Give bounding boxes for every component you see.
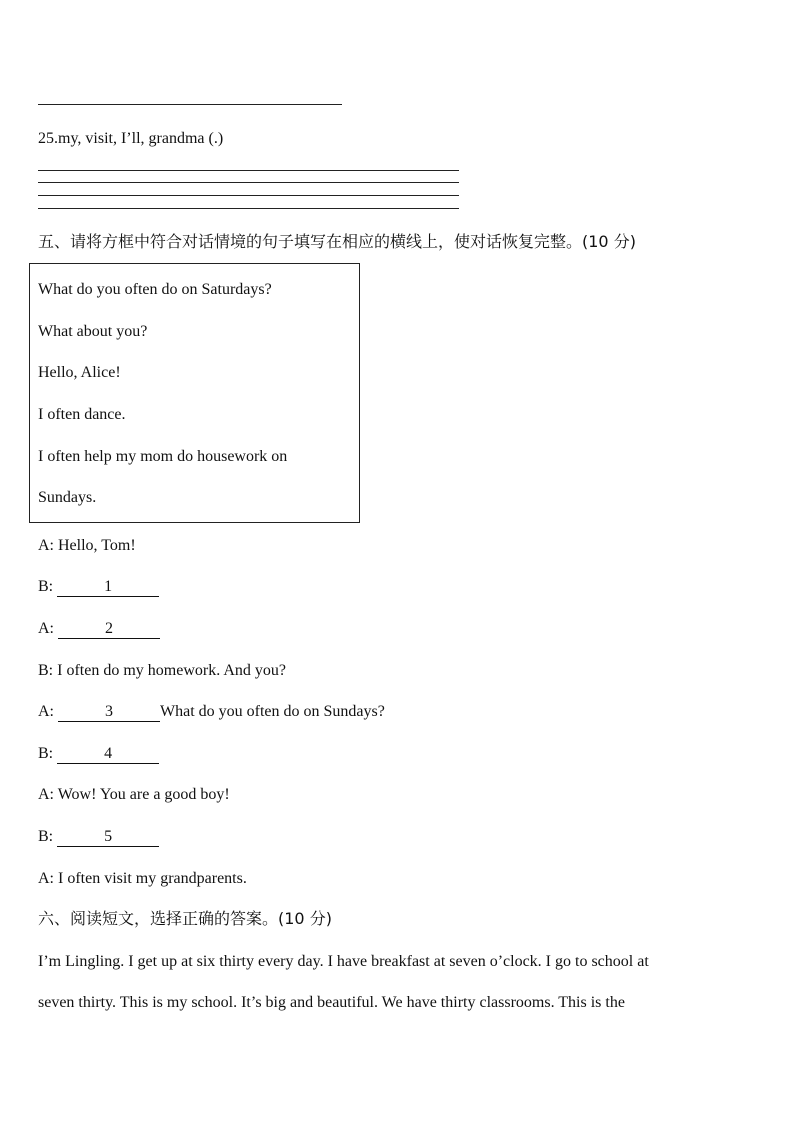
speaker-label: A: bbox=[38, 703, 54, 720]
options-box bbox=[29, 263, 360, 523]
reading-passage-line-1: I’m Lingling. I get up at six thirty every day. I have breakfast at seven o’clock. I go to school at bbox=[38, 953, 649, 970]
option-3: Hello, Alice! bbox=[38, 364, 121, 381]
speaker-label: B: bbox=[38, 745, 54, 762]
speaker-label: A: bbox=[38, 620, 54, 637]
speaker-label: B: bbox=[38, 828, 54, 845]
dialogue-line-1 bbox=[38, 536, 136, 556]
answer-line-q25-3 bbox=[38, 195, 459, 196]
option-4: I often dance. bbox=[38, 406, 126, 423]
speaker-label: A: bbox=[38, 870, 54, 887]
speaker-label: B: bbox=[38, 578, 54, 595]
speaker-label: A: bbox=[38, 786, 54, 803]
blank-5[interactable]: 5 bbox=[57, 828, 159, 847]
dialogue-line-4 bbox=[38, 661, 286, 681]
dialogue-line-2 bbox=[38, 577, 159, 597]
option-1: What do you often do on Saturdays? bbox=[38, 281, 272, 298]
blank-4[interactable]: 4 bbox=[57, 745, 159, 764]
blank-2[interactable]: 2 bbox=[58, 620, 160, 639]
speaker-label: B: bbox=[38, 662, 54, 679]
section-5-heading: 五、请将方框中符合对话情境的句子填写在相应的横线上，使对话恢复完整。(10 分) bbox=[38, 232, 636, 251]
dialogue-line-5 bbox=[38, 702, 385, 722]
option-5-continued: Sundays. bbox=[38, 489, 97, 506]
blank-3[interactable]: 3 bbox=[58, 703, 160, 722]
question-25: 25.my, visit, I’ll, grandma (.) bbox=[38, 130, 224, 147]
option-2: What about you? bbox=[38, 323, 148, 340]
dialogue-line-6 bbox=[38, 744, 159, 764]
blank-1[interactable]: 1 bbox=[57, 578, 159, 597]
speaker-label: A: bbox=[38, 537, 54, 554]
dialogue-line-7 bbox=[38, 785, 230, 805]
answer-line-q25-2 bbox=[38, 182, 459, 183]
dialogue-text: Hello, Tom! bbox=[58, 537, 136, 554]
answer-line-q25-4 bbox=[38, 208, 459, 209]
dialogue-text: I often visit my grandparents. bbox=[58, 870, 247, 887]
dialogue-text: What do you often do on Sundays? bbox=[160, 703, 385, 720]
reading-passage-line-2: seven thirty. This is my school. It’s big and beautiful. We have thirty classrooms. This is the bbox=[38, 994, 625, 1011]
answer-line-q24 bbox=[38, 104, 342, 105]
option-5: I often help my mom do housework on bbox=[38, 448, 288, 465]
answer-line-q25-1 bbox=[38, 170, 459, 171]
dialogue-text: I often do my homework. And you? bbox=[57, 662, 286, 679]
dialogue-text: Wow! You are a good boy! bbox=[57, 786, 230, 803]
dialogue-line-9 bbox=[38, 869, 247, 889]
section-6-heading: 六、阅读短文，选择正确的答案。(10 分) bbox=[38, 909, 332, 928]
dialogue-line-3 bbox=[38, 619, 160, 639]
dialogue-line-8 bbox=[38, 827, 159, 847]
